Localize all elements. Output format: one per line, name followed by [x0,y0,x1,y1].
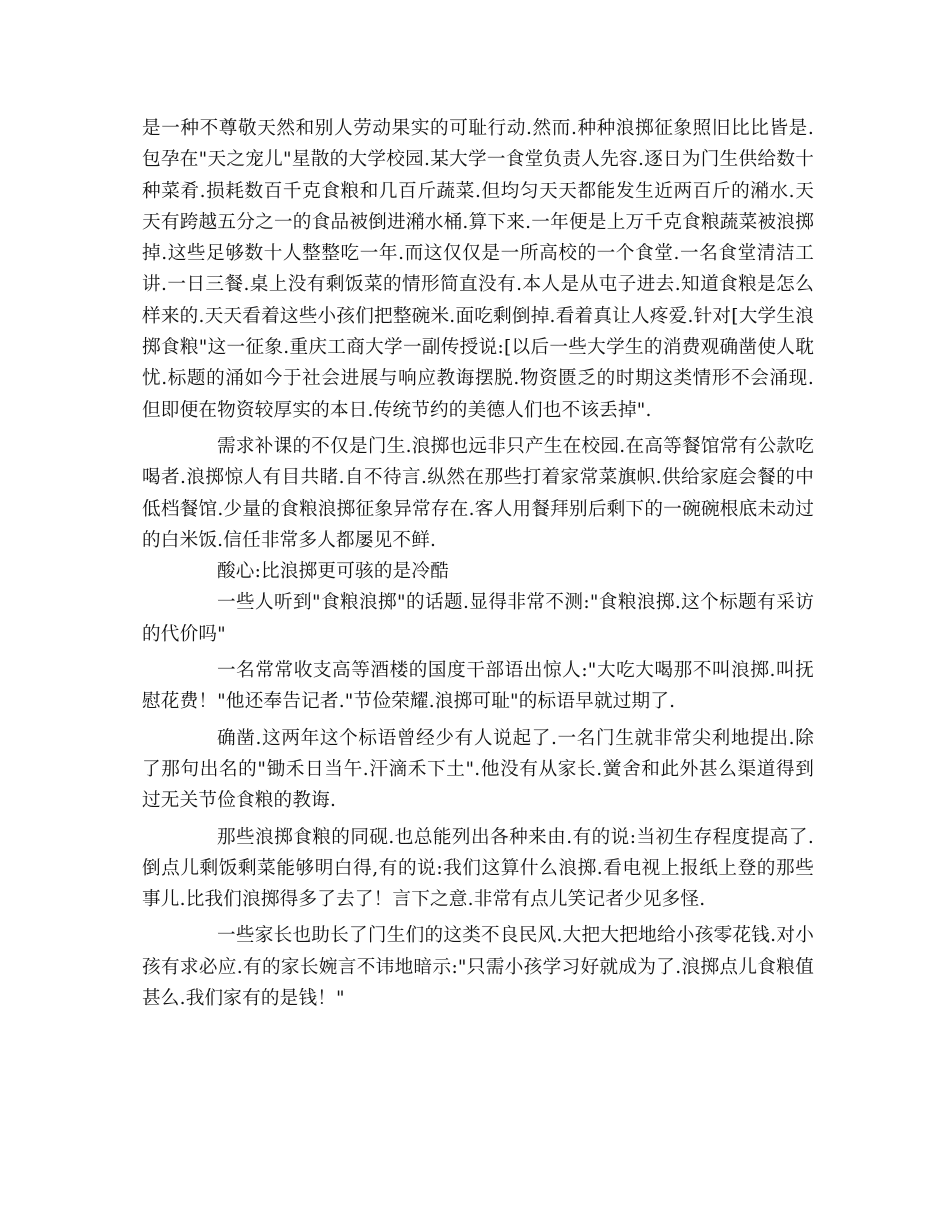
document-body [142,113,814,1014]
paragraph-6: 那些浪掷食粮的同砚.也总能列出各种来由.有的说:当初生存程度提高了.倒点儿剩饭剩菜能够明白得,有的说:我们这算什么浪掷.看电视上报纸上登的那些事儿.比我们浪掷得多了去了！言下之意.非常有点儿笑记者少见多怪. [142,826,814,911]
paragraph-4: 一名常常收支高等酒楼的国度干部语出惊人:"大吃大喝那不叫浪掷.叫抚慰花费！"他还奉告记者."节俭荣耀.浪掷可耻"的标语早就过期了. [142,660,814,713]
paragraph-7: 一些家长也助长了门生们的这类不良民风.大把大把地给小孩零花钱.对小孩有求必应.有的家长婉言不讳地暗示:"只需小孩学习好就成为了.浪掷点儿食粮值甚么.我们家有的是钱！" [142,925,814,1010]
paragraph-1: 是一种不尊敬天然和别人劳动果实的可耻行动.然而.种种浪掷征象照旧比比皆是.包孕在"天之宠儿"星散的大学校园.某大学一食堂负责人先容.逐日为门生供给数十种菜肴.损耗数百千克食粮和几百斤蔬菜.但均匀天天都能发生近两百斤的潲水.天天有跨越五分之一的食品被倒进潲水桶.算下来.一年便是上万千克食粮蔬菜被浪掷掉.这些足够数十人整整吃一年.而这仅仅是一所高校的一个食堂.一名食堂清洁工讲.一日三餐.桌上没有剩饭菜的情形简直没有.本人是从屯子进去.知道食粮是怎么样来的.天天看着这些小孩们把整碗米.面吃剩倒掉.看着真让人疼爱.针对[大学生浪掷食粮"这一征象.重庆工商大学一副传授说:[以后一些大学生的消费观确凿使人耽忧.标题的涌如今于社会进展与响应教诲摆脱.物资匮乏的时期这类情形不会涌现.但即便在物资较厚实的本日.传统节约的美德人们也不该丢掉". [142,118,814,421]
section-heading: 酸心:比浪掷更可骇的是冷酷 [217,561,449,583]
paragraph-2: 需求补课的不仅是门生.浪掷也远非只产生在校园.在高等餐馆常有公款吃喝者.浪掷惊人有目共睹.自不待言.纵然在那些打着家常菜旗帜.供给家庭会餐的中低档餐馆.少量的食粮浪掷征象异常存在.客人用餐拜别后剩下的一碗碗根底未动过的白米饭.信任非常多人都屡见不鲜. [142,435,814,551]
paragraph-5: 确凿.这两年这个标语曾经少有人说起了.一名门生就非常尖利地提出.除了那句出名的"锄禾日当午.汗滴禾下土".他没有从家长.黉舍和此外甚么渠道得到过无关节俭食粮的教诲. [142,727,814,812]
paragraph-3: 一些人听到"食粮浪掷"的话题.显得非常不测:"食粮浪掷.这个标题有采访的代价吗" [142,592,814,645]
